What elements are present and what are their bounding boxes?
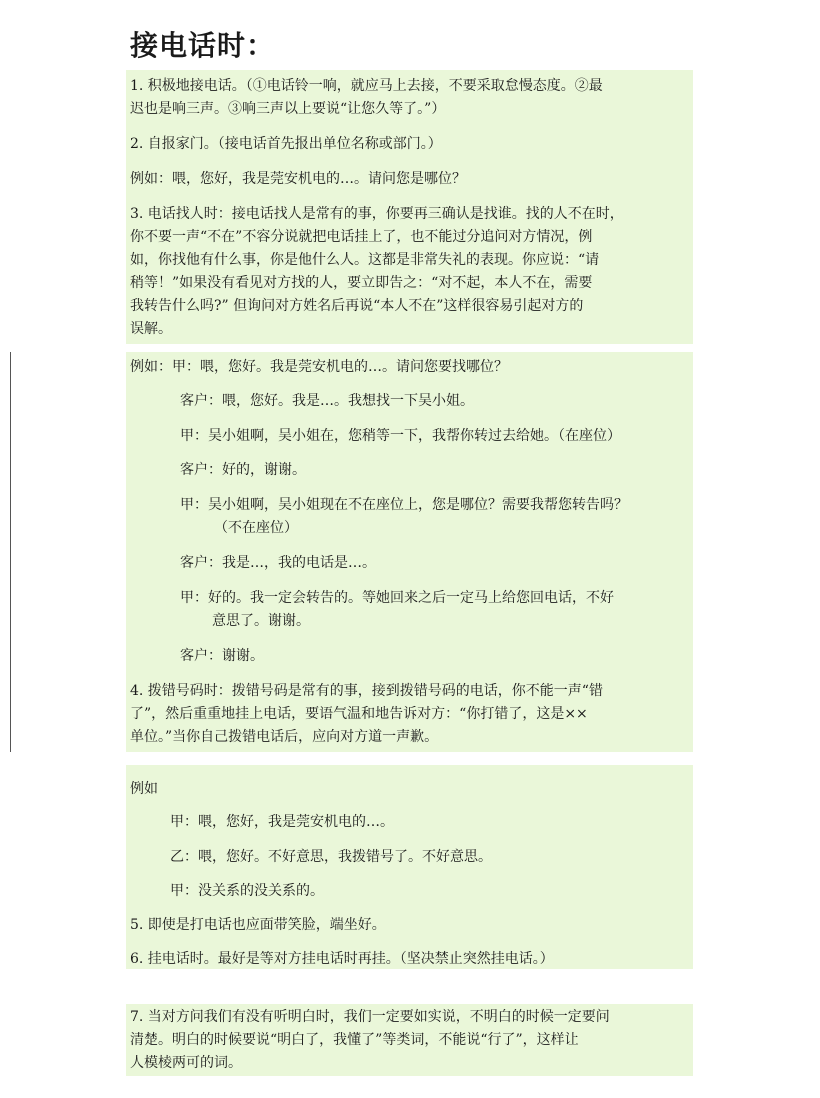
example-label: 例如 — [130, 781, 158, 797]
rule-4-line-1: 4. 拨错号码时：拨错号码是常有的事，接到拨错号码的电话，你不能一声“错 — [130, 683, 603, 699]
rule-1-line-2: 迟也是响三声。③响三声以上要说“让您久等了。”） — [130, 101, 446, 117]
dialog-line-8: 甲：好的。我一定会转告的。等她回来之后一定马上给您回电话，不好 — [180, 590, 614, 606]
rule-2: 2. 自报家门。（接电话首先报出单位名称或部门。） — [130, 136, 442, 152]
section-2-block — [126, 352, 693, 752]
rule-3-line-1: 3. 电话找人时：接电话找人是常有的事，你要再三确认是找谁。找的人不在时， — [130, 206, 624, 222]
rule-3-line-5: 我转告什么吗?” 但询问对方姓名后再说“本人不在”这样很容易引起对方的 — [130, 298, 584, 314]
dialog-line-9: 意思了。谢谢。 — [212, 613, 310, 629]
margin-line — [10, 352, 11, 752]
rule-3-line-3: 如，你找他有什么事，你是他什么人。这都是非常失礼的表现。你应说：“请 — [130, 252, 600, 268]
section-1-block — [126, 70, 693, 344]
rule-1-line-1: 1. 积极地接电话。（①电话铃一响，就应马上去接，不要采取怠慢态度。②最 — [130, 78, 603, 94]
rule-4-line-2: 了”，然后重重地挂上电话，要语气温和地告诉对方：“你打错了，这是×× — [130, 706, 588, 722]
dialog-line-2: 客户：喂，您好。我是…。我想找一下吴小姐。 — [180, 393, 474, 409]
rule-3-line-2: 你不要一声“不在”不容分说就把电话挂上了，也不能过分追问对方情况，例 — [130, 229, 593, 245]
rule-3-line-4: 稍等！”如果没有看见对方找的人，要立即告之：“对不起，本人不在，需要 — [130, 275, 593, 291]
dialog-line-c: 甲：没关系的没关系的。 — [170, 883, 324, 899]
page-title: 接电话时： — [130, 29, 276, 62]
rule-7-line-2: 清楚。明白的时候要说“明白了，我懂了”等类词，不能说“行了”，这样让 — [130, 1032, 579, 1048]
section-4-block — [126, 1004, 693, 1076]
dialog-line-10: 客户：谢谢。 — [180, 648, 264, 664]
rule-7-line-1: 7. 当对方问我们有没有听明白时，我们一定要如实说，不明白的时候一定要问 — [130, 1009, 610, 1025]
rule-3-line-6: 误解。 — [130, 321, 172, 337]
dialog-line-1: 例如：甲：喂，您好。我是莞安机电的…。请问您要找哪位？ — [130, 359, 508, 375]
rule-7-line-3: 人模棱两可的词。 — [130, 1055, 242, 1071]
dialog-line-b: 乙：喂，您好。不好意思，我拨错号了。不好意思。 — [170, 849, 492, 865]
section-3-block — [126, 765, 693, 969]
dialog-line-4: 客户：好的，谢谢。 — [180, 462, 306, 478]
rule-2-example: 例如：喂，您好，我是莞安机电的…。请问您是哪位？ — [130, 171, 466, 187]
dialog-line-5: 甲：吴小姐啊，吴小姐现在不在座位上，您是哪位？需要我帮您转告吗？ — [180, 497, 628, 513]
dialog-line-6: （不在座位） — [214, 520, 298, 536]
rule-5: 5. 即使是打电话也应面带笑脸，端坐好。 — [130, 917, 386, 933]
rule-6: 6. 挂电话时。最好是等对方挂电话时再挂。（坚决禁止突然挂电话。） — [130, 951, 554, 967]
dialog-line-3: 甲：吴小姐啊，吴小姐在，您稍等一下，我帮你转过去给她。（在座位） — [180, 428, 621, 444]
dialog-line-a: 甲：喂，您好，我是莞安机电的…。 — [170, 814, 394, 830]
dialog-line-7: 客户：我是…，我的电话是…。 — [180, 555, 376, 571]
rule-4-line-3: 单位。”当你自己拨错电话后，应向对方道一声歉。 — [130, 729, 439, 745]
